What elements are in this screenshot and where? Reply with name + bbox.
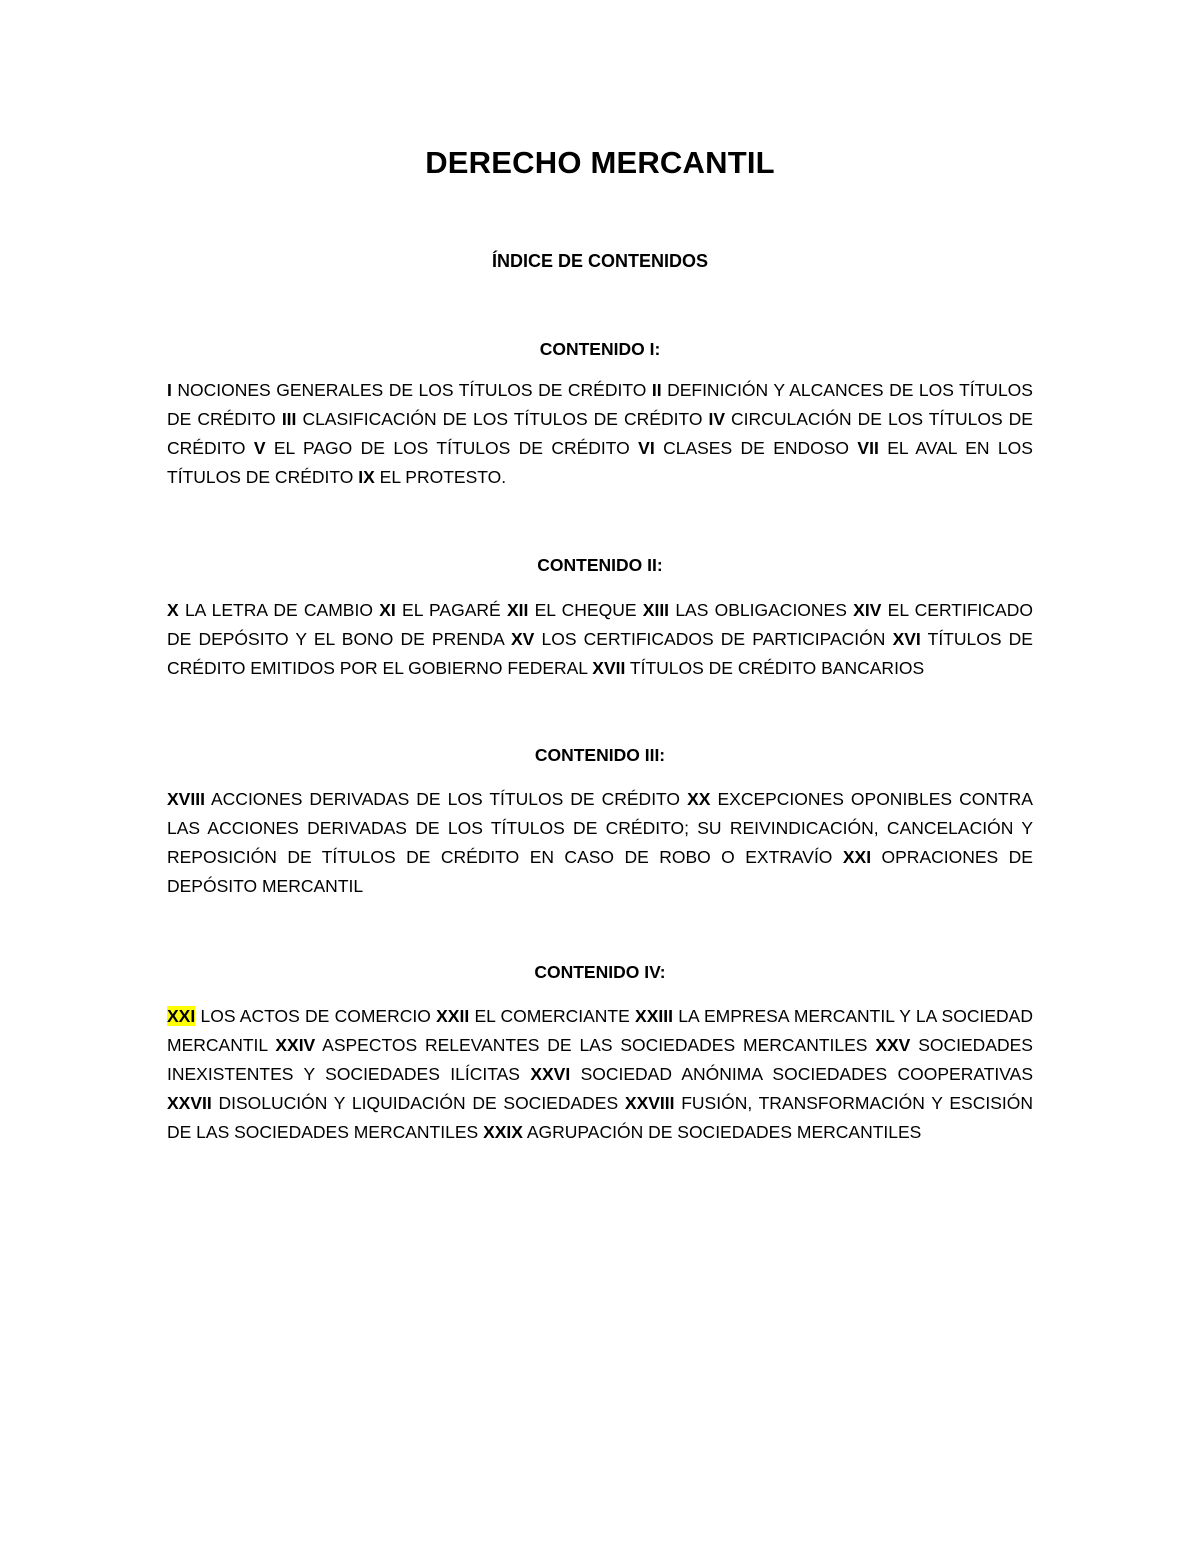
item-number: IV [708, 409, 726, 429]
item-number: I [167, 380, 172, 400]
item-title: EL CHEQUE [534, 600, 637, 620]
document-subtitle: ÍNDICE DE CONTENIDOS [491, 251, 709, 271]
item-number: XVIII [167, 789, 205, 809]
item-title: EL COMERCIANTE [474, 1006, 630, 1026]
item-title: CLASES DE ENDOSO [663, 438, 850, 458]
item-number: XXIII [635, 1006, 673, 1026]
item-number: II [651, 380, 662, 400]
item-title: ASPECTOS RELEVANTES DE LAS SOCIEDADES MERCANTILES [322, 1035, 868, 1055]
item-title: TÍTULOS DE CRÉDITO BANCARIOS [629, 658, 925, 678]
item-number: XXIV [275, 1035, 316, 1055]
item-title: EL PAGARÉ [402, 600, 501, 620]
item-number: XXII [436, 1006, 470, 1026]
section-heading-4: CONTENIDO IV: [534, 962, 666, 982]
item-title: LOS CERTIFICADOS DE PARTICIPACIÓN [541, 629, 886, 649]
item-title: SOCIEDAD ANÓNIMA SOCIEDADES COOPERATIVAS [580, 1064, 1033, 1084]
item-number: VI [638, 438, 655, 458]
item-title: EL AVAL EN LOS TÍTULOS DE CRÉDITO [167, 438, 1033, 487]
item-title: EL PAGO DE LOS TÍTULOS DE CRÉDITO [273, 438, 630, 458]
item-number: XII [506, 600, 529, 620]
document-title: DERECHO MERCANTIL [425, 145, 775, 180]
item-title: ACCIONES DERIVADAS DE LOS TÍTULOS DE CRÉDITO [211, 789, 681, 809]
item-title: DISOLUCIÓN Y LIQUIDACIÓN DE SOCIEDADES [218, 1093, 619, 1113]
item-number: IX [358, 467, 375, 487]
item-number: XIV [853, 600, 882, 620]
item-number: XXI [842, 847, 872, 867]
item-number: VII [857, 438, 879, 458]
section-body-2 [167, 596, 1033, 683]
item-number: XV [511, 629, 535, 649]
section-heading-3: CONTENIDO III: [534, 745, 666, 765]
item-number: XVII [592, 658, 626, 678]
item-title: LA EMPRESA MERCANTIL Y LA SOCIEDAD MERCANTIL [167, 1006, 1033, 1055]
item-number: X [167, 600, 179, 620]
item-title: AGRUPACIÓN DE SOCIEDADES MERCANTILES [526, 1122, 922, 1142]
item-title: FUSIÓN, TRANSFORMACIÓN Y ESCISIÓN DE LAS SOCIEDADES MERCANTILES [167, 1093, 1033, 1142]
item-number: XXVII [167, 1093, 212, 1113]
section-heading-1: CONTENIDO I: [539, 339, 661, 359]
item-number: XXI [167, 1006, 196, 1026]
item-title: NOCIONES GENERALES DE LOS TÍTULOS DE CRÉDITO [177, 380, 647, 400]
item-number: III [281, 409, 297, 429]
item-number: XX [687, 789, 711, 809]
item-title: EL PROTESTO. [379, 467, 507, 487]
item-title: DEFINICIÓN Y ALCANCES DE LOS TÍTULOS DE CRÉDITO [167, 380, 1033, 429]
item-number: XVI [892, 629, 921, 649]
item-title: EXCEPCIONES OPONIBLES CONTRA LAS ACCIONES DERIVADAS DE LOS TÍTULOS DE CRÉDITO; SU REIVINDICACIÓN, CANCELACIÓN Y REPOSICIÓN DE TÍTULOS DE CRÉDITO EN CASO DE ROBO O EXTRAVÍO [167, 789, 1033, 867]
section-body-1 [167, 376, 1033, 492]
item-title: CLASIFICACIÓN DE LOS TÍTULOS DE CRÉDITO [302, 409, 703, 429]
section-body-4 [167, 1002, 1033, 1147]
item-title: LAS OBLIGACIONES [675, 600, 847, 620]
item-number: XXVIII [624, 1093, 675, 1113]
item-number: XXV [875, 1035, 911, 1055]
item-title: LA LETRA DE CAMBIO [184, 600, 373, 620]
item-number: XXIX [483, 1122, 523, 1142]
item-title: OPRACIONES DE DEPÓSITO MERCANTIL [167, 847, 1033, 896]
item-title: CIRCULACIÓN DE LOS TÍTULOS DE CRÉDITO [167, 409, 1033, 458]
item-number: XIII [642, 600, 670, 620]
item-title: SOCIEDADES INEXISTENTES Y SOCIEDADES ILÍCITAS [167, 1035, 1033, 1084]
item-title: TÍTULOS DE CRÉDITO EMITIDOS POR EL GOBIERNO FEDERAL [167, 629, 1033, 678]
section-heading-2: CONTENIDO II: [537, 555, 663, 575]
item-number: XI [379, 600, 396, 620]
item-number: XXVI [530, 1064, 571, 1084]
section-body-3 [167, 785, 1033, 901]
item-title: LOS ACTOS DE COMERCIO [200, 1006, 431, 1026]
item-title: EL CERTIFICADO DE DEPÓSITO Y EL BONO DE PRENDA [167, 600, 1033, 649]
item-number: V [253, 438, 266, 458]
